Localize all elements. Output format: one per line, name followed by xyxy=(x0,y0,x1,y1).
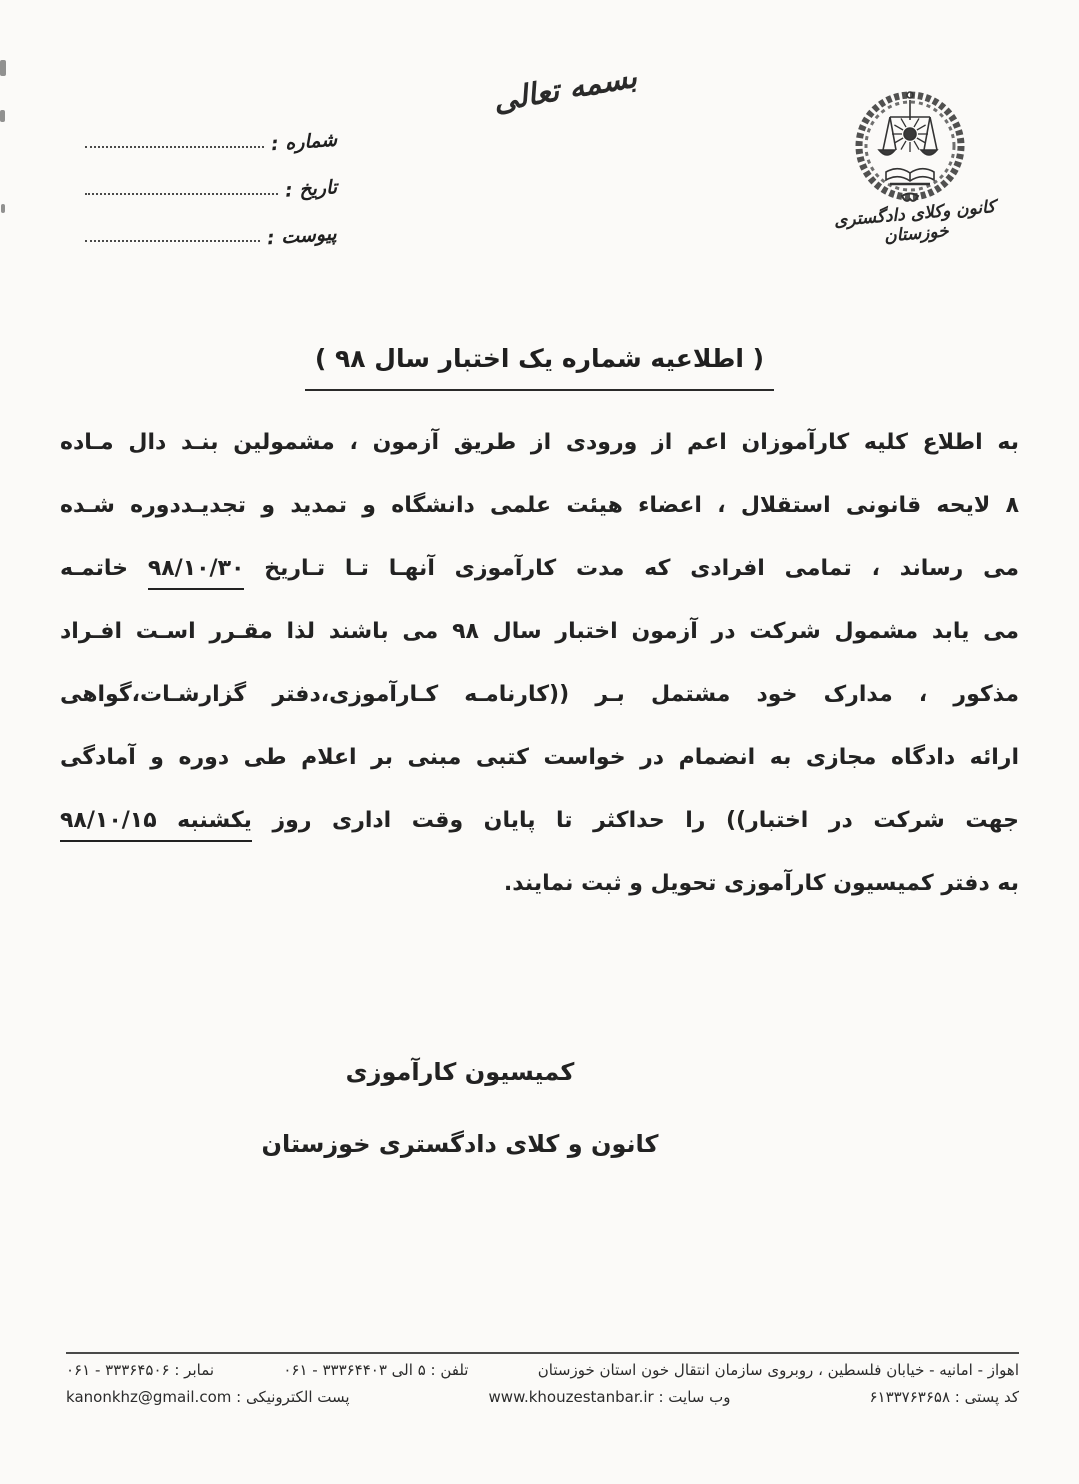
ref-row-date xyxy=(85,153,337,200)
attachment-field-dotted-line xyxy=(85,228,260,242)
body-line xyxy=(60,745,1019,808)
bar-association-emblem-icon xyxy=(850,84,970,206)
reference-fields xyxy=(85,106,338,250)
signature-block xyxy=(240,1058,680,1158)
letter-body xyxy=(60,430,1019,934)
signature-organization: کانون و کلای دادگستری خوزستان xyxy=(261,1130,659,1158)
date-field-dotted-line xyxy=(85,181,278,195)
scan-artifact xyxy=(1,204,5,213)
body-text: جهت شرکت در اختبار)) را حداکثر تا پایان وقت اداری روز xyxy=(251,808,1020,833)
body-line xyxy=(60,493,1019,556)
underlined-submission-date: یکشنبه ۹۸/۱۰/۱۵ xyxy=(60,808,252,842)
body-text: می یابد مشمول شرکت در آزمون اختبار سال ۹۸ می باشند لذا مقـرر اسـت افـراد xyxy=(60,619,1019,644)
letterhead-footer xyxy=(66,1352,1019,1415)
body-line xyxy=(60,430,1019,493)
date-field-label: تاریخ : xyxy=(284,176,338,202)
body-line xyxy=(60,556,1019,619)
body-line xyxy=(60,808,1019,871)
ref-row-number xyxy=(85,106,338,156)
bismillah-calligraphy: بسمه تعالی xyxy=(490,59,640,120)
emblem-caption: کانون وکلای دادگستری خوزستان xyxy=(833,197,997,247)
footer-web-row xyxy=(66,1388,1019,1406)
body-line xyxy=(60,619,1019,682)
footer-fax: نمابر : ۳۳۳۶۴۵۰۶ - ۰۶۱ xyxy=(66,1361,215,1379)
scan-artifact xyxy=(0,60,6,76)
scan-artifact xyxy=(0,110,5,122)
body-text: مذکور ، مدارک خود مشتمل بـر ((کارنامـه کـارآموزی،دفتر گزارشـات،گواهی xyxy=(60,682,1019,707)
body-text: به دفتر کمیسیون کارآموزی تحویل و ثبت نمایند. xyxy=(503,871,1019,896)
underlined-deadline-date: ۹۸/۱۰/۳۰ xyxy=(148,556,245,590)
notice-title xyxy=(0,344,1079,391)
footer-website: وب سایت : www.khouzestanbar.ir xyxy=(488,1388,731,1406)
footer-address: اهواز - امانیه - خیابان فلسطین ، روبروی سازمان انتقال خون استان خوزستان xyxy=(537,1361,1019,1379)
footer-email: پست الکترونیکی : kanonkhz@gmail.com xyxy=(66,1388,350,1406)
number-field-label: شماره : xyxy=(270,128,338,156)
number-field-dotted-line xyxy=(85,134,264,148)
body-text: به اطلاع کلیه کارآموزان اعم از ورودی از طریق آزمون ، مشمولین بنـد دال مـاده xyxy=(60,430,1019,455)
footer-postal-code: کد پستی : ۶۱۳۳۷۶۳۶۵۸ xyxy=(869,1388,1019,1406)
attachment-field-label: پیوست : xyxy=(266,222,338,250)
ref-row-attachment xyxy=(85,200,338,250)
footer-phone: تلفن : ۵ الی ۳۳۳۶۴۴۰۳ - ۰۶۱ xyxy=(283,1361,469,1379)
body-line xyxy=(60,871,1019,934)
body-text: می رساند ، تمامی افرادی که مدت کارآموزی آنهـا تـا تـاریخ xyxy=(244,556,1019,581)
body-text: خاتمـه xyxy=(60,556,148,581)
body-text: ۸ لایحه قانونی استقلال ، اعضاء هیئت علمی دانشگاه و تمدید و تجدیـددوره شـده xyxy=(60,493,1019,518)
body-text: ارائه دادگاه مجازی به انضمام در خواست کتبی مبنی بر اعلام طی دوره و آمادگی xyxy=(60,745,1019,770)
notice-title-text: ( اطلاعیه شماره یک اختبار سال ۹۸ ) xyxy=(305,344,774,391)
body-line xyxy=(60,682,1019,745)
signature-commission: کمیسیون کارآموزی xyxy=(345,1058,575,1086)
footer-contact-row xyxy=(66,1361,1019,1379)
